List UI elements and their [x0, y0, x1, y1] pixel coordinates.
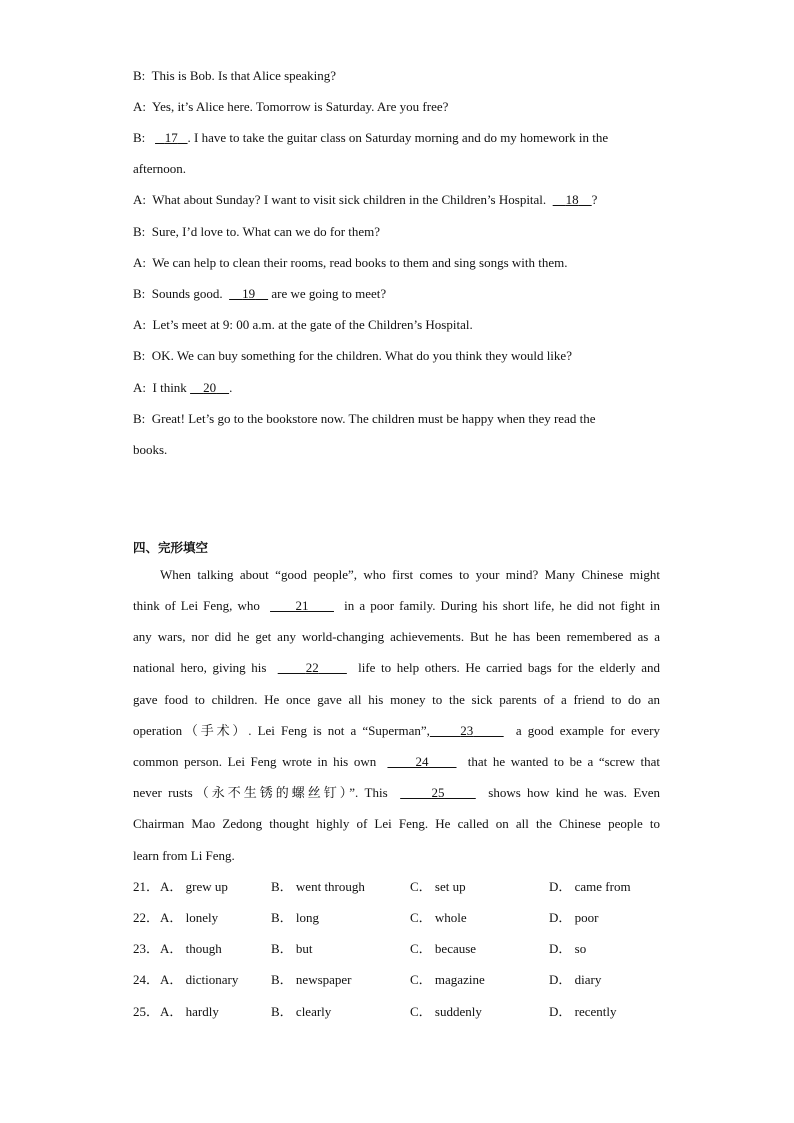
option-a[interactable]: A． hardly — [160, 1004, 219, 1019]
speaker-label: A: — [133, 255, 146, 270]
speaker-label: A: — [133, 99, 146, 114]
question-number: 22． — [133, 910, 160, 925]
question-number: 24． — [133, 972, 160, 987]
dialogue-line — [133, 317, 473, 333]
option-d[interactable]: D． poor — [549, 910, 599, 925]
speaker-label: B: — [133, 286, 146, 301]
option-a[interactable]: A． lonely — [160, 910, 219, 925]
passage-line — [133, 629, 660, 645]
dialogue-text: This is Bob. Is that Alice speaking? — [151, 68, 337, 83]
question-number: 23． — [133, 941, 160, 956]
speaker-label: B: — [133, 348, 146, 363]
option-c[interactable]: C． set up — [410, 879, 466, 894]
option-d[interactable]: D． came from — [549, 879, 631, 894]
option-b[interactable]: B． newspaper — [271, 972, 352, 987]
passage-line — [133, 660, 660, 676]
passage-text: When talking about “good people”, who first comes to your mind? Many Chinese might — [160, 567, 660, 582]
blank-number: 24 — [415, 754, 429, 769]
passage-text: in a poor family. During his short life, he did not fight in — [339, 598, 661, 613]
dialogue-text: books. — [133, 442, 168, 457]
passage-text: national hero, giving his — [133, 660, 273, 675]
answer-blank-22[interactable] — [278, 660, 347, 675]
answer-blank-18[interactable] — [553, 192, 592, 207]
passage-line — [133, 848, 235, 864]
dialogue-line — [133, 68, 336, 84]
dialogue-text: . I have to take the guitar class on Saturday morning and do my homework in the — [187, 130, 609, 145]
blank-number: 20 — [203, 380, 217, 395]
speaker-label: B: — [133, 224, 146, 239]
dialogue-line — [133, 411, 595, 427]
speaker-label: B: — [133, 411, 146, 426]
dialogue-line — [133, 130, 608, 146]
passage-text: gave food to children. He once gave all his money to the sick parents of a friend to do an — [133, 692, 660, 707]
dialogue-text: Sure, I’d love to. What can we do for them? — [151, 224, 381, 239]
passage-text: any wars, nor did he get any world-changing achievements. But he has been remembered as a — [133, 629, 660, 644]
passage-text: shows how kind he was. Even — [482, 785, 661, 800]
dialogue-line — [133, 286, 386, 302]
dialogue-line — [133, 380, 232, 396]
option-c[interactable]: C． whole — [410, 910, 467, 925]
section-title: 四、完形填空 — [133, 540, 209, 555]
answer-blank-20[interactable] — [190, 380, 229, 395]
dialogue-text: ? — [591, 192, 598, 207]
passage-line — [133, 598, 660, 614]
passage-text: Chairman Mao Zedong thought highly of Lei Feng. He called on all the Chinese people to — [133, 816, 660, 831]
dialogue-text: OK. We can buy something for the children. What do you think they would like? — [151, 348, 572, 363]
passage-text: a good example for every — [509, 723, 660, 738]
question-number: 21． — [133, 879, 160, 894]
option-b[interactable]: B． but — [271, 941, 313, 956]
passage-text: learn from Li Feng. — [133, 848, 235, 863]
answer-blank-21[interactable] — [270, 598, 334, 613]
dialogue-line — [133, 192, 597, 208]
dialogue-line — [133, 161, 186, 177]
passage-text: operation（手术）. Lei Feng is not a “Superman”, — [133, 723, 430, 738]
dialogue-text: afternoon. — [133, 161, 187, 176]
dialogue-text: We can help to clean their rooms, read books to them and sing songs with them. — [152, 255, 568, 270]
passage-text: that he wanted to be a “screw that — [462, 754, 661, 769]
passage-line — [160, 567, 660, 583]
dialogue-text: Let’s meet at 9: 00 a.m. at the gate of the Children’s Hospital. — [152, 317, 473, 332]
passage-line — [133, 785, 660, 801]
blank-number: 18 — [565, 192, 579, 207]
option-d[interactable]: D． diary — [549, 972, 602, 987]
passage-line — [133, 754, 660, 770]
dialogue-text: Sounds good. — [151, 286, 226, 301]
option-b[interactable]: B． long — [271, 910, 320, 925]
answer-blank-23[interactable] — [430, 723, 504, 738]
speaker-label: A: — [133, 380, 146, 395]
option-c[interactable]: C． magazine — [410, 972, 485, 987]
option-a[interactable]: A． though — [160, 941, 222, 956]
option-a[interactable]: A． dictionary — [160, 972, 239, 987]
blank-number: 25 — [431, 785, 445, 800]
question-number: 25． — [133, 1004, 160, 1019]
dialogue-line — [133, 224, 380, 240]
dialogue-text: are we going to meet? — [268, 286, 387, 301]
option-c[interactable]: C． suddenly — [410, 1004, 482, 1019]
dialogue-line — [133, 348, 572, 364]
speaker-label: A: — [133, 192, 146, 207]
option-c[interactable]: C． because — [410, 941, 477, 956]
dialogue-text: Great! Let’s go to the bookstore now. The children must be happy when they read the — [151, 411, 596, 426]
dialogue-line — [133, 99, 448, 115]
dialogue-text: What about Sunday? I want to visit sick children in the Children’s Hospital. — [152, 192, 550, 207]
option-a[interactable]: A． grew up — [160, 879, 228, 894]
answer-blank-25[interactable] — [400, 785, 476, 800]
passage-line — [133, 723, 660, 739]
blank-number: 23 — [460, 723, 474, 738]
blank-number: 22 — [305, 660, 319, 675]
option-d[interactable]: D． recently — [549, 1004, 617, 1019]
blank-number: 17 — [164, 130, 178, 145]
passage-text: think of Lei Feng, who — [133, 598, 265, 613]
blank-number: 21 — [295, 598, 309, 613]
dialogue-text: Yes, it’s Alice here. Tomorrow is Saturday. Are you free? — [152, 99, 449, 114]
speaker-label: B: — [133, 68, 146, 83]
dialogue-text: . — [229, 380, 233, 395]
answer-blank-17[interactable] — [155, 130, 188, 145]
passage-line — [133, 692, 660, 708]
blank-number: 19 — [242, 286, 256, 301]
dialogue-text: I think — [152, 380, 191, 395]
answer-blank-24[interactable] — [387, 754, 456, 769]
option-b[interactable]: B． went through — [271, 879, 365, 894]
dialogue-line — [133, 255, 568, 271]
dialogue-line — [133, 442, 167, 458]
answer-blank-19[interactable] — [229, 286, 268, 301]
passage-line — [133, 816, 660, 832]
speaker-label: A: — [133, 317, 146, 332]
passage-text: life to help others. He carried bags for the elderly and — [352, 660, 661, 675]
option-d[interactable]: D． so — [549, 941, 587, 956]
option-b[interactable]: B． clearly — [271, 1004, 332, 1019]
passage-text: common person. Lei Feng wrote in his own — [133, 754, 382, 769]
speaker-label: B: — [133, 130, 146, 145]
passage-text: never rusts（永不生锈的螺丝钉）”. This — [133, 785, 394, 800]
